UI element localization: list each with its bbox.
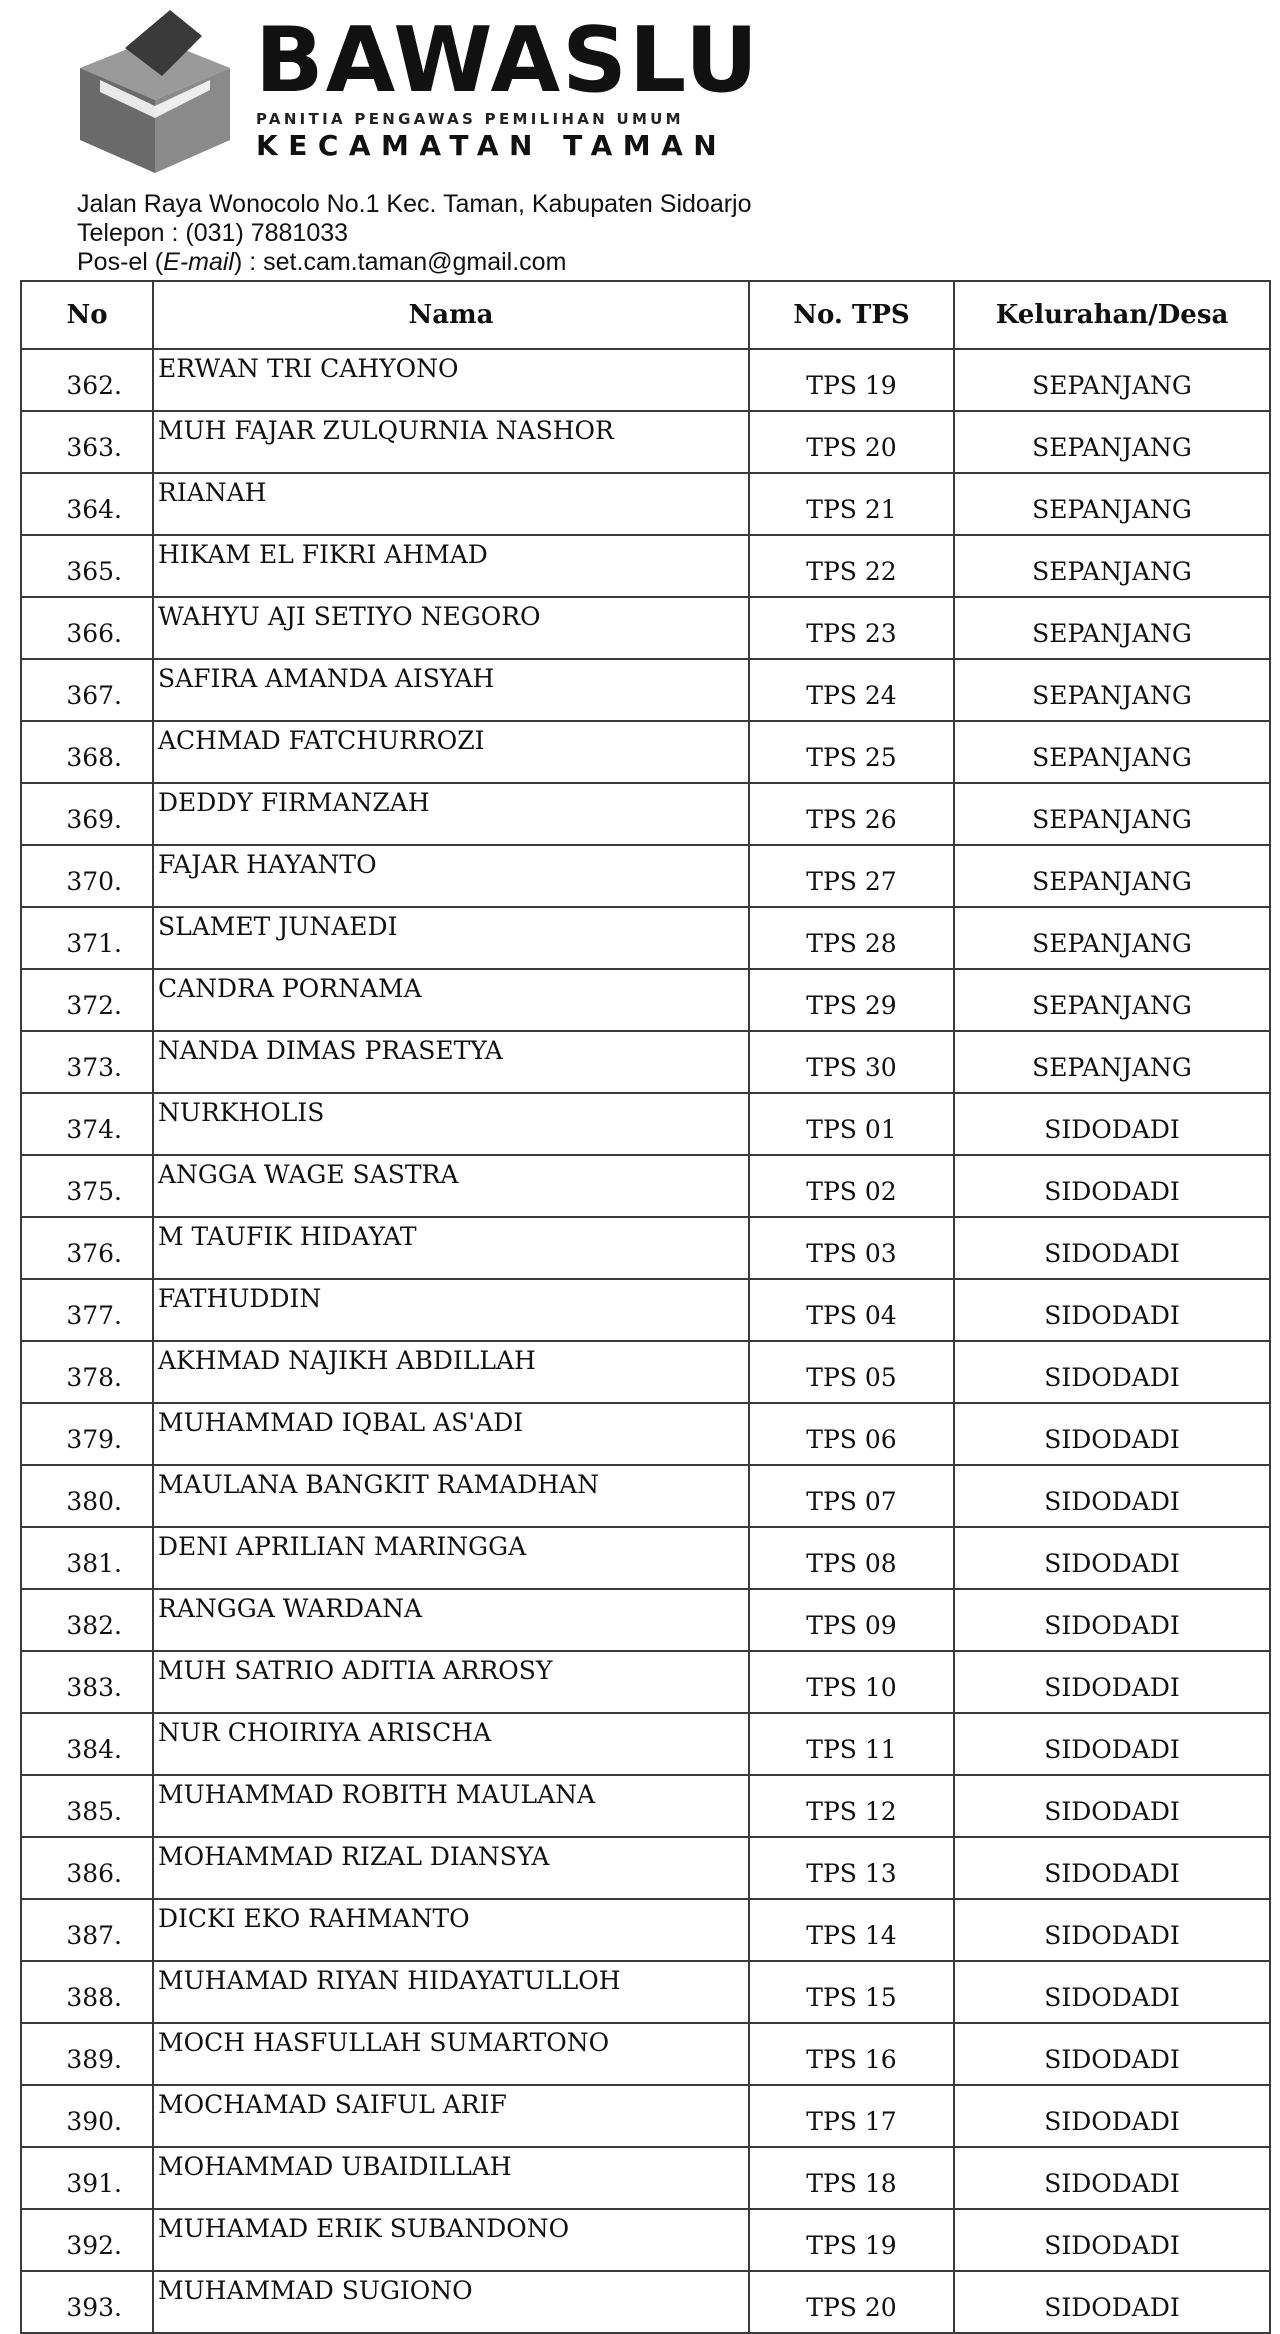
brand-name: BAWASLU bbox=[255, 8, 761, 113]
row-tps: TPS 12 bbox=[749, 1775, 954, 1837]
row-name: MUHAMMAD SUGIONO bbox=[153, 2271, 749, 2333]
row-name: MUHAMMAD ROBITH MAULANA bbox=[153, 1775, 749, 1837]
row-desa: SIDODADI bbox=[954, 1341, 1270, 1403]
row-desa: SIDODADI bbox=[954, 1713, 1270, 1775]
row-name: MUHAMAD RIYAN HIDAYATULLOH bbox=[153, 1961, 749, 2023]
row-name: RIANAH bbox=[153, 473, 749, 535]
row-tps: TPS 10 bbox=[749, 1651, 954, 1713]
row-desa: SIDODADI bbox=[954, 1775, 1270, 1837]
email-label: E-mail bbox=[163, 248, 234, 276]
table-row bbox=[21, 1651, 1270, 1713]
row-number: 384. bbox=[21, 1713, 153, 1775]
row-number: 393. bbox=[21, 2271, 153, 2333]
column-header-no: No bbox=[21, 281, 153, 349]
table-row bbox=[21, 1279, 1270, 1341]
row-tps: TPS 04 bbox=[749, 1279, 954, 1341]
row-number: 365. bbox=[21, 535, 153, 597]
row-desa: SIDODADI bbox=[954, 2271, 1270, 2333]
table-row bbox=[21, 1899, 1270, 1961]
table-row bbox=[21, 1217, 1270, 1279]
table-row bbox=[21, 1465, 1270, 1527]
row-desa: SEPANJANG bbox=[954, 597, 1270, 659]
table-header-row bbox=[21, 281, 1270, 349]
table-row bbox=[21, 535, 1270, 597]
row-name: SAFIRA AMANDA AISYAH bbox=[153, 659, 749, 721]
row-name: MOHAMMAD UBAIDILLAH bbox=[153, 2147, 749, 2209]
table-row bbox=[21, 1155, 1270, 1217]
row-tps: TPS 07 bbox=[749, 1465, 954, 1527]
table-row bbox=[21, 1403, 1270, 1465]
row-name: ACHMAD FATCHURROZI bbox=[153, 721, 749, 783]
row-number: 386. bbox=[21, 1837, 153, 1899]
row-number: 376. bbox=[21, 1217, 153, 1279]
row-tps: TPS 19 bbox=[749, 349, 954, 411]
row-desa: SEPANJANG bbox=[954, 1031, 1270, 1093]
row-tps: TPS 19 bbox=[749, 2209, 954, 2271]
row-tps: TPS 13 bbox=[749, 1837, 954, 1899]
row-tps: TPS 21 bbox=[749, 473, 954, 535]
row-number: 378. bbox=[21, 1341, 153, 1403]
row-desa: SEPANJANG bbox=[954, 473, 1270, 535]
table-row bbox=[21, 783, 1270, 845]
row-name: FATHUDDIN bbox=[153, 1279, 749, 1341]
table-row bbox=[21, 969, 1270, 1031]
row-tps: TPS 03 bbox=[749, 1217, 954, 1279]
row-desa: SIDODADI bbox=[954, 2147, 1270, 2209]
row-tps: TPS 08 bbox=[749, 1527, 954, 1589]
row-name: SLAMET JUNAEDI bbox=[153, 907, 749, 969]
row-number: 381. bbox=[21, 1527, 153, 1589]
table-row bbox=[21, 1341, 1270, 1403]
row-desa: SEPANJANG bbox=[954, 845, 1270, 907]
row-tps: TPS 23 bbox=[749, 597, 954, 659]
row-tps: TPS 16 bbox=[749, 2023, 954, 2085]
row-desa: SEPANJANG bbox=[954, 721, 1270, 783]
letterhead bbox=[0, 0, 1280, 280]
row-name: DEDDY FIRMANZAH bbox=[153, 783, 749, 845]
row-name: WAHYU AJI SETIYO NEGORO bbox=[153, 597, 749, 659]
table-row bbox=[21, 659, 1270, 721]
row-desa: SIDODADI bbox=[954, 1589, 1270, 1651]
phone-line: Telepon : (031) 7881033 bbox=[77, 219, 349, 247]
row-name: AKHMAD NAJIKH ABDILLAH bbox=[153, 1341, 749, 1403]
row-number: 383. bbox=[21, 1651, 153, 1713]
row-number: 364. bbox=[21, 473, 153, 535]
row-name: MUHAMAD ERIK SUBANDONO bbox=[153, 2209, 749, 2271]
row-desa: SIDODADI bbox=[954, 2209, 1270, 2271]
row-desa: SIDODADI bbox=[954, 1961, 1270, 2023]
row-number: 389. bbox=[21, 2023, 153, 2085]
table-row bbox=[21, 845, 1270, 907]
row-tps: TPS 30 bbox=[749, 1031, 954, 1093]
row-tps: TPS 02 bbox=[749, 1155, 954, 1217]
table-row bbox=[21, 411, 1270, 473]
row-desa: SEPANJANG bbox=[954, 411, 1270, 473]
row-number: 388. bbox=[21, 1961, 153, 2023]
row-desa: SEPANJANG bbox=[954, 907, 1270, 969]
row-number: 369. bbox=[21, 783, 153, 845]
row-name: MUH FAJAR ZULQURNIA NASHOR bbox=[153, 411, 749, 473]
table-row bbox=[21, 1031, 1270, 1093]
row-name: NUR CHOIRIYA ARISCHA bbox=[153, 1713, 749, 1775]
row-tps: TPS 11 bbox=[749, 1713, 954, 1775]
row-number: 377. bbox=[21, 1279, 153, 1341]
column-header-desa: Kelurahan/Desa bbox=[954, 281, 1270, 349]
row-desa: SIDODADI bbox=[954, 1093, 1270, 1155]
row-desa: SIDODADI bbox=[954, 1279, 1270, 1341]
row-name: MUH SATRIO ADITIA ARROSY bbox=[153, 1651, 749, 1713]
row-desa: SEPANJANG bbox=[954, 969, 1270, 1031]
row-tps: TPS 29 bbox=[749, 969, 954, 1031]
table-row bbox=[21, 1527, 1270, 1589]
row-name: CANDRA PORNAMA bbox=[153, 969, 749, 1031]
row-number: 373. bbox=[21, 1031, 153, 1093]
row-number: 374. bbox=[21, 1093, 153, 1155]
row-tps: TPS 05 bbox=[749, 1341, 954, 1403]
row-desa: SIDODADI bbox=[954, 1899, 1270, 1961]
row-number: 391. bbox=[21, 2147, 153, 2209]
row-desa: SEPANJANG bbox=[954, 659, 1270, 721]
row-name: RANGGA WARDANA bbox=[153, 1589, 749, 1651]
row-tps: TPS 25 bbox=[749, 721, 954, 783]
table-row bbox=[21, 1961, 1270, 2023]
row-tps: TPS 28 bbox=[749, 907, 954, 969]
table-row bbox=[21, 721, 1270, 783]
row-name: NANDA DIMAS PRASETYA bbox=[153, 1031, 749, 1093]
officer-table bbox=[20, 280, 1271, 2334]
table-row bbox=[21, 2209, 1270, 2271]
row-desa: SEPANJANG bbox=[954, 535, 1270, 597]
email-suffix: ) : set.cam.taman@gmail.com bbox=[233, 248, 567, 276]
row-name: MAULANA BANGKIT RAMADHAN bbox=[153, 1465, 749, 1527]
row-tps: TPS 17 bbox=[749, 2085, 954, 2147]
row-tps: TPS 14 bbox=[749, 1899, 954, 1961]
row-number: 363. bbox=[21, 411, 153, 473]
table-row bbox=[21, 1713, 1270, 1775]
row-tps: TPS 26 bbox=[749, 783, 954, 845]
row-name: FAJAR HAYANTO bbox=[153, 845, 749, 907]
row-number: 371. bbox=[21, 907, 153, 969]
row-number: 370. bbox=[21, 845, 153, 907]
table-row bbox=[21, 1837, 1270, 1899]
row-desa: SIDODADI bbox=[954, 1403, 1270, 1465]
email-line bbox=[77, 248, 566, 277]
row-tps: TPS 24 bbox=[749, 659, 954, 721]
organization-subtitle: PANITIA PENGAWAS PEMILIHAN UMUM bbox=[256, 110, 684, 128]
column-header-nama: Nama bbox=[153, 281, 749, 349]
table-body bbox=[21, 349, 1270, 2333]
table-row bbox=[21, 597, 1270, 659]
row-desa: SIDODADI bbox=[954, 2023, 1270, 2085]
row-tps: TPS 27 bbox=[749, 845, 954, 907]
table-row bbox=[21, 2271, 1270, 2333]
district-name: KECAMATAN TAMAN bbox=[256, 129, 728, 162]
email-prefix: Pos-el ( bbox=[77, 248, 164, 276]
row-number: 362. bbox=[21, 349, 153, 411]
row-number: 390. bbox=[21, 2085, 153, 2147]
table-row bbox=[21, 2023, 1270, 2085]
row-tps: TPS 15 bbox=[749, 1961, 954, 2023]
row-number: 372. bbox=[21, 969, 153, 1031]
row-number: 368. bbox=[21, 721, 153, 783]
row-tps: TPS 20 bbox=[749, 411, 954, 473]
row-name: MOCHAMAD SAIFUL ARIF bbox=[153, 2085, 749, 2147]
row-number: 379. bbox=[21, 1403, 153, 1465]
table-row bbox=[21, 473, 1270, 535]
row-number: 385. bbox=[21, 1775, 153, 1837]
row-number: 375. bbox=[21, 1155, 153, 1217]
row-desa: SIDODADI bbox=[954, 1465, 1270, 1527]
row-tps: TPS 09 bbox=[749, 1589, 954, 1651]
table-row bbox=[21, 907, 1270, 969]
row-tps: TPS 22 bbox=[749, 535, 954, 597]
row-name: MUHAMMAD IQBAL AS'ADI bbox=[153, 1403, 749, 1465]
table-row bbox=[21, 2085, 1270, 2147]
table-row bbox=[21, 1093, 1270, 1155]
row-desa: SEPANJANG bbox=[954, 783, 1270, 845]
row-name: ANGGA WAGE SASTRA bbox=[153, 1155, 749, 1217]
row-desa: SIDODADI bbox=[954, 2085, 1270, 2147]
row-number: 387. bbox=[21, 1899, 153, 1961]
ballot-box-logo-icon bbox=[70, 8, 240, 178]
row-name: MOHAMMAD RIZAL DIANSYA bbox=[153, 1837, 749, 1899]
table-row bbox=[21, 1775, 1270, 1837]
address-line: Jalan Raya Wonocolo No.1 Kec. Taman, Kabupaten Sidoarjo bbox=[77, 190, 752, 218]
row-tps: TPS 20 bbox=[749, 2271, 954, 2333]
row-tps: TPS 18 bbox=[749, 2147, 954, 2209]
row-number: 367. bbox=[21, 659, 153, 721]
row-tps: TPS 06 bbox=[749, 1403, 954, 1465]
table-row bbox=[21, 2147, 1270, 2209]
row-name: M TAUFIK HIDAYAT bbox=[153, 1217, 749, 1279]
table-row bbox=[21, 1589, 1270, 1651]
table-row bbox=[21, 349, 1270, 411]
row-name: ERWAN TRI CAHYONO bbox=[153, 349, 749, 411]
row-number: 380. bbox=[21, 1465, 153, 1527]
row-desa: SIDODADI bbox=[954, 1837, 1270, 1899]
row-number: 366. bbox=[21, 597, 153, 659]
row-number: 382. bbox=[21, 1589, 153, 1651]
row-name: DICKI EKO RAHMANTO bbox=[153, 1899, 749, 1961]
row-desa: SIDODADI bbox=[954, 1155, 1270, 1217]
column-header-tps: No. TPS bbox=[749, 281, 954, 349]
row-name: HIKAM EL FIKRI AHMAD bbox=[153, 535, 749, 597]
row-name: NURKHOLIS bbox=[153, 1093, 749, 1155]
row-desa: SEPANJANG bbox=[954, 349, 1270, 411]
row-name: MOCH HASFULLAH SUMARTONO bbox=[153, 2023, 749, 2085]
row-name: DENI APRILIAN MARINGGA bbox=[153, 1527, 749, 1589]
row-desa: SIDODADI bbox=[954, 1217, 1270, 1279]
row-desa: SIDODADI bbox=[954, 1527, 1270, 1589]
row-number: 392. bbox=[21, 2209, 153, 2271]
row-desa: SIDODADI bbox=[954, 1651, 1270, 1713]
row-tps: TPS 01 bbox=[749, 1093, 954, 1155]
